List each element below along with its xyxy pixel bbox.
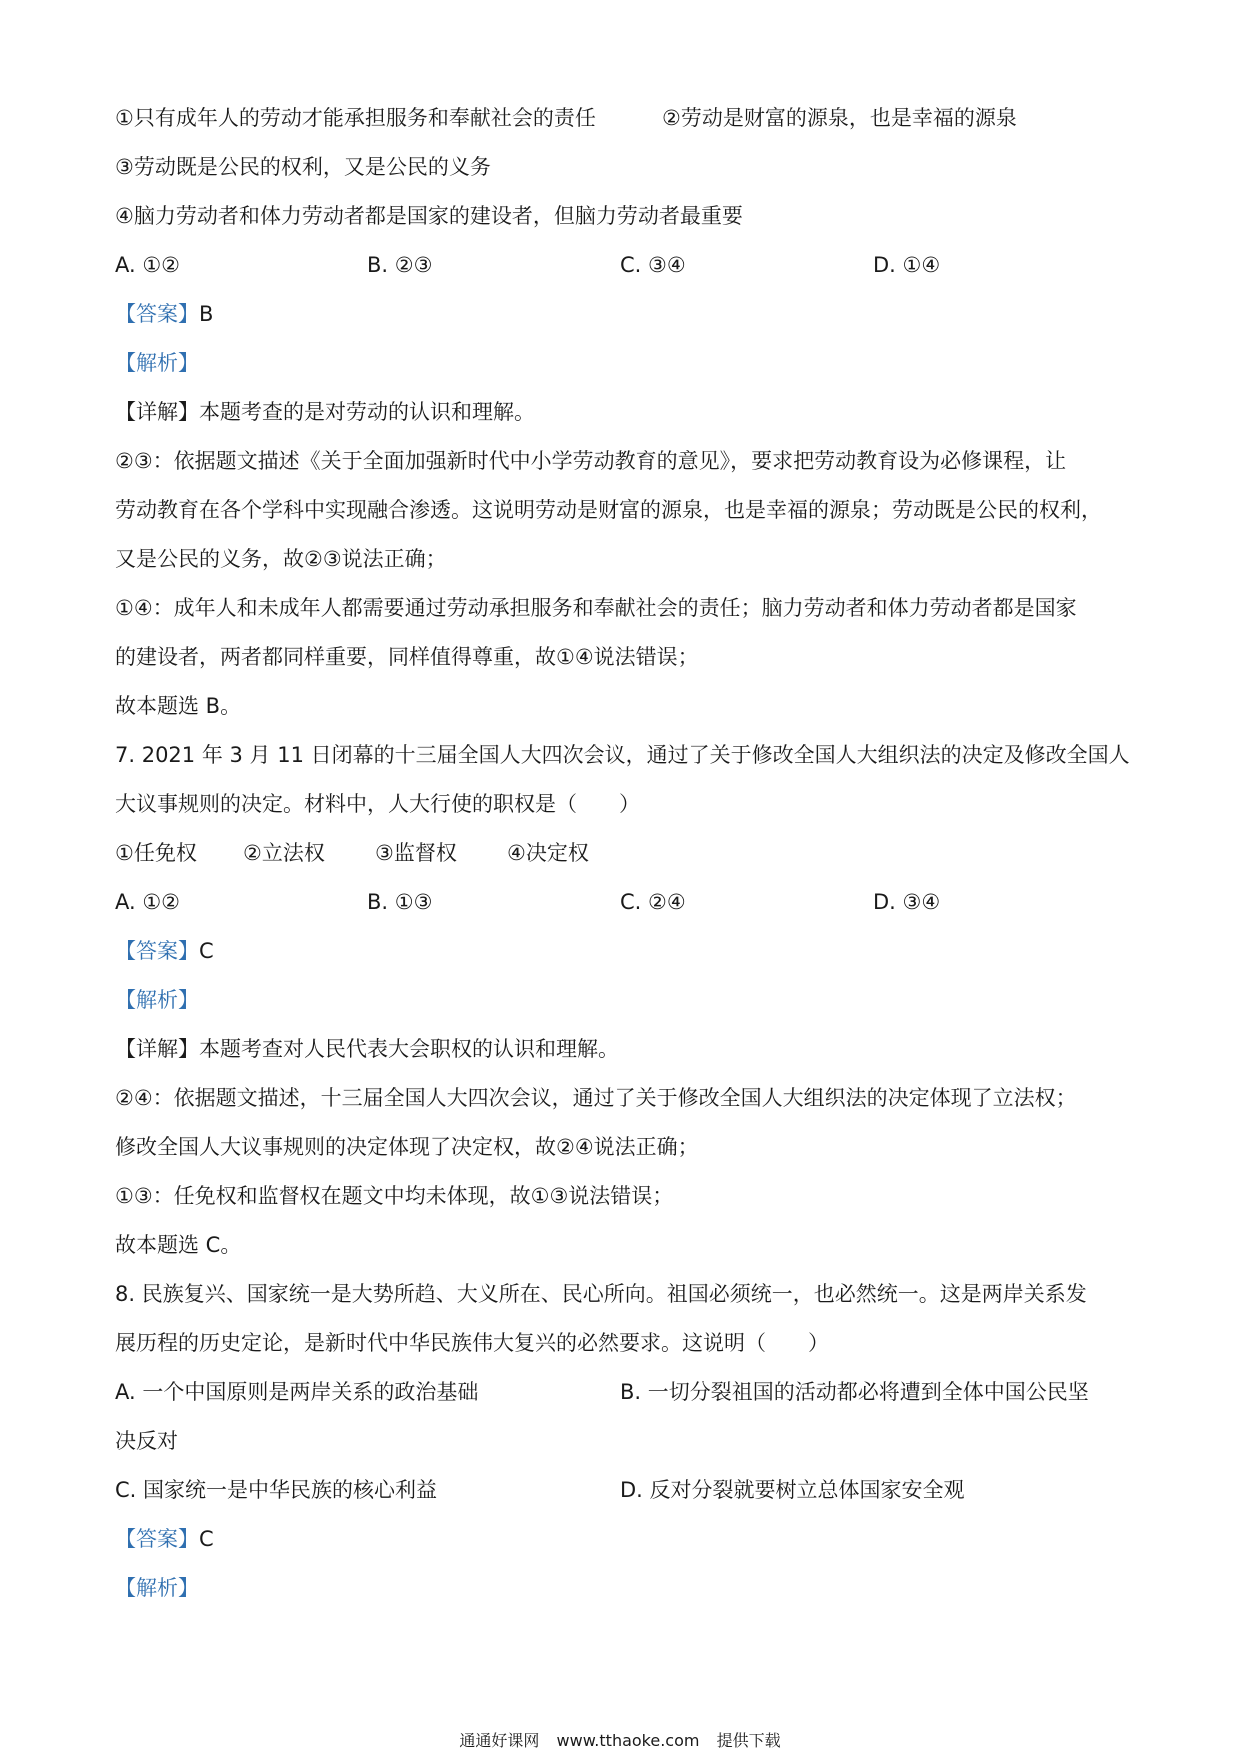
q8-answer-label: 【答案】 xyxy=(115,1527,199,1551)
q7-item-1: ①任免权 xyxy=(115,841,197,865)
q8-choice-a: A. 一个中国原则是两岸关系的政治基础 xyxy=(115,1380,479,1404)
footer-tagline: 提供下载 xyxy=(716,1731,781,1750)
q7-choice-b: B. ①③ xyxy=(367,890,433,914)
q8-answer-line xyxy=(115,1524,214,1554)
q7-item-3: ③监督权 xyxy=(375,841,457,865)
q7-answer-line xyxy=(115,936,214,966)
choice-d: D. ①④ xyxy=(873,253,941,277)
explanation-2-line-2: 的建设者，两者都同样重要，同样值得尊重，故①④说法错误； xyxy=(115,645,699,669)
q7-explanation-1-line-2: 修改全国人大议事规则的决定体现了决定权，故②④说法正确； xyxy=(115,1135,699,1159)
choice-c: C. ③④ xyxy=(620,253,686,277)
q8-choice-d: D. 反对分裂就要树立总体国家安全观 xyxy=(620,1478,965,1502)
q7-explanation-1-line-1: ②④：依据题文描述，十三届全国人大四次会议，通过了关于修改全国人大组织法的决定体现了立法权； xyxy=(115,1086,1077,1110)
q8-choice-c: C. 国家统一是中华民族的核心利益 xyxy=(115,1478,438,1502)
answer-label: 【答案】 xyxy=(115,302,199,326)
q7-choice-d: D. ③④ xyxy=(873,890,941,914)
explanation-1-line-1: ②③：依据题文描述《关于全面加强新时代中小学劳动教育的意见》，要求把劳动教育设为必修课程，让 xyxy=(115,449,1067,473)
q7-answer-value: C xyxy=(199,939,214,963)
choice-b: B. ②③ xyxy=(367,253,433,277)
conclusion-line: 故本题选 B。 xyxy=(115,694,242,718)
option-statement-4: ④脑力劳动者和体力劳动者都是国家的建设者，但脑力劳动者最重要 xyxy=(115,204,743,228)
q8-choice-b: B. 一切分裂祖国的活动都必将遭到全体中国公民坚 xyxy=(620,1380,1089,1404)
explanation-1-line-2: 劳动教育在各个学科中实现融合渗透。这说明劳动是财富的源泉，也是幸福的源泉；劳动既是公民的权利， xyxy=(115,498,1102,522)
q8-analysis-label: 【解析】 xyxy=(115,1576,199,1600)
q8-answer-value: C xyxy=(199,1527,214,1551)
option-statement-1 xyxy=(115,103,596,133)
q7-stem-line-1: 7. 2021 年 3 月 11 日闭幕的十三届全国人大四次会议，通过了关于修改全国人大组织法的决定及修改全国人 xyxy=(115,743,1130,767)
choice-a: A. ①② xyxy=(115,253,180,277)
q7-answer-label: 【答案】 xyxy=(115,939,199,963)
q7-stem-line-2: 大议事规则的决定。材料中，人大行使的职权是（ ） xyxy=(115,792,640,816)
q7-choice-a: A. ①② xyxy=(115,890,180,914)
option-statement-2: ②劳动是财富的源泉，也是幸福的源泉 xyxy=(662,106,1017,130)
q8-stem-line-1: 8. 民族复兴、国家统一是大势所趋、大义所在、民心所向。祖国必须统一，也必然统一。这是两岸关系发 xyxy=(115,1282,1087,1306)
answer-line xyxy=(115,299,213,329)
q7-detail-line: 【详解】本题考查对人民代表大会职权的认识和理解。 xyxy=(115,1037,619,1061)
analysis-label: 【解析】 xyxy=(115,351,199,375)
q8-stem-line-2: 展历程的历史定论，是新时代中华民族伟大复兴的必然要求。这说明（ ） xyxy=(115,1331,829,1355)
q8-choice-b-continued: 决反对 xyxy=(115,1429,178,1453)
detail-line: 【详解】本题考查的是对劳动的认识和理解。 xyxy=(115,400,535,424)
q7-item-4: ④决定权 xyxy=(507,841,589,865)
explanation-2-line-1: ①④：成年人和未成年人都需要通过劳动承担服务和奉献社会的责任；脑力劳动者和体力劳动者都是国家 xyxy=(115,596,1077,620)
footer-site-name: 通通好课网 xyxy=(459,1731,540,1750)
option-statement-1-text: ①只有成年人的劳动才能承担服务和奉献社会的责任 xyxy=(115,106,596,130)
q7-explanation-2: ①③：任免权和监督权在题文中均未体现，故①③说法错误； xyxy=(115,1184,674,1208)
page-footer xyxy=(0,1730,1240,1752)
q7-choice-c: C. ②④ xyxy=(620,890,686,914)
option-statement-3: ③劳动既是公民的权利，又是公民的义务 xyxy=(115,155,491,179)
q7-analysis-label: 【解析】 xyxy=(115,988,199,1012)
explanation-1-line-3: 又是公民的义务，故②③说法正确； xyxy=(115,547,447,571)
footer-url[interactable]: www.tthaoke.com xyxy=(556,1731,700,1750)
answer-value: B xyxy=(199,302,214,326)
q7-item-2: ②立法权 xyxy=(243,841,325,865)
q7-conclusion: 故本题选 C。 xyxy=(115,1233,242,1257)
